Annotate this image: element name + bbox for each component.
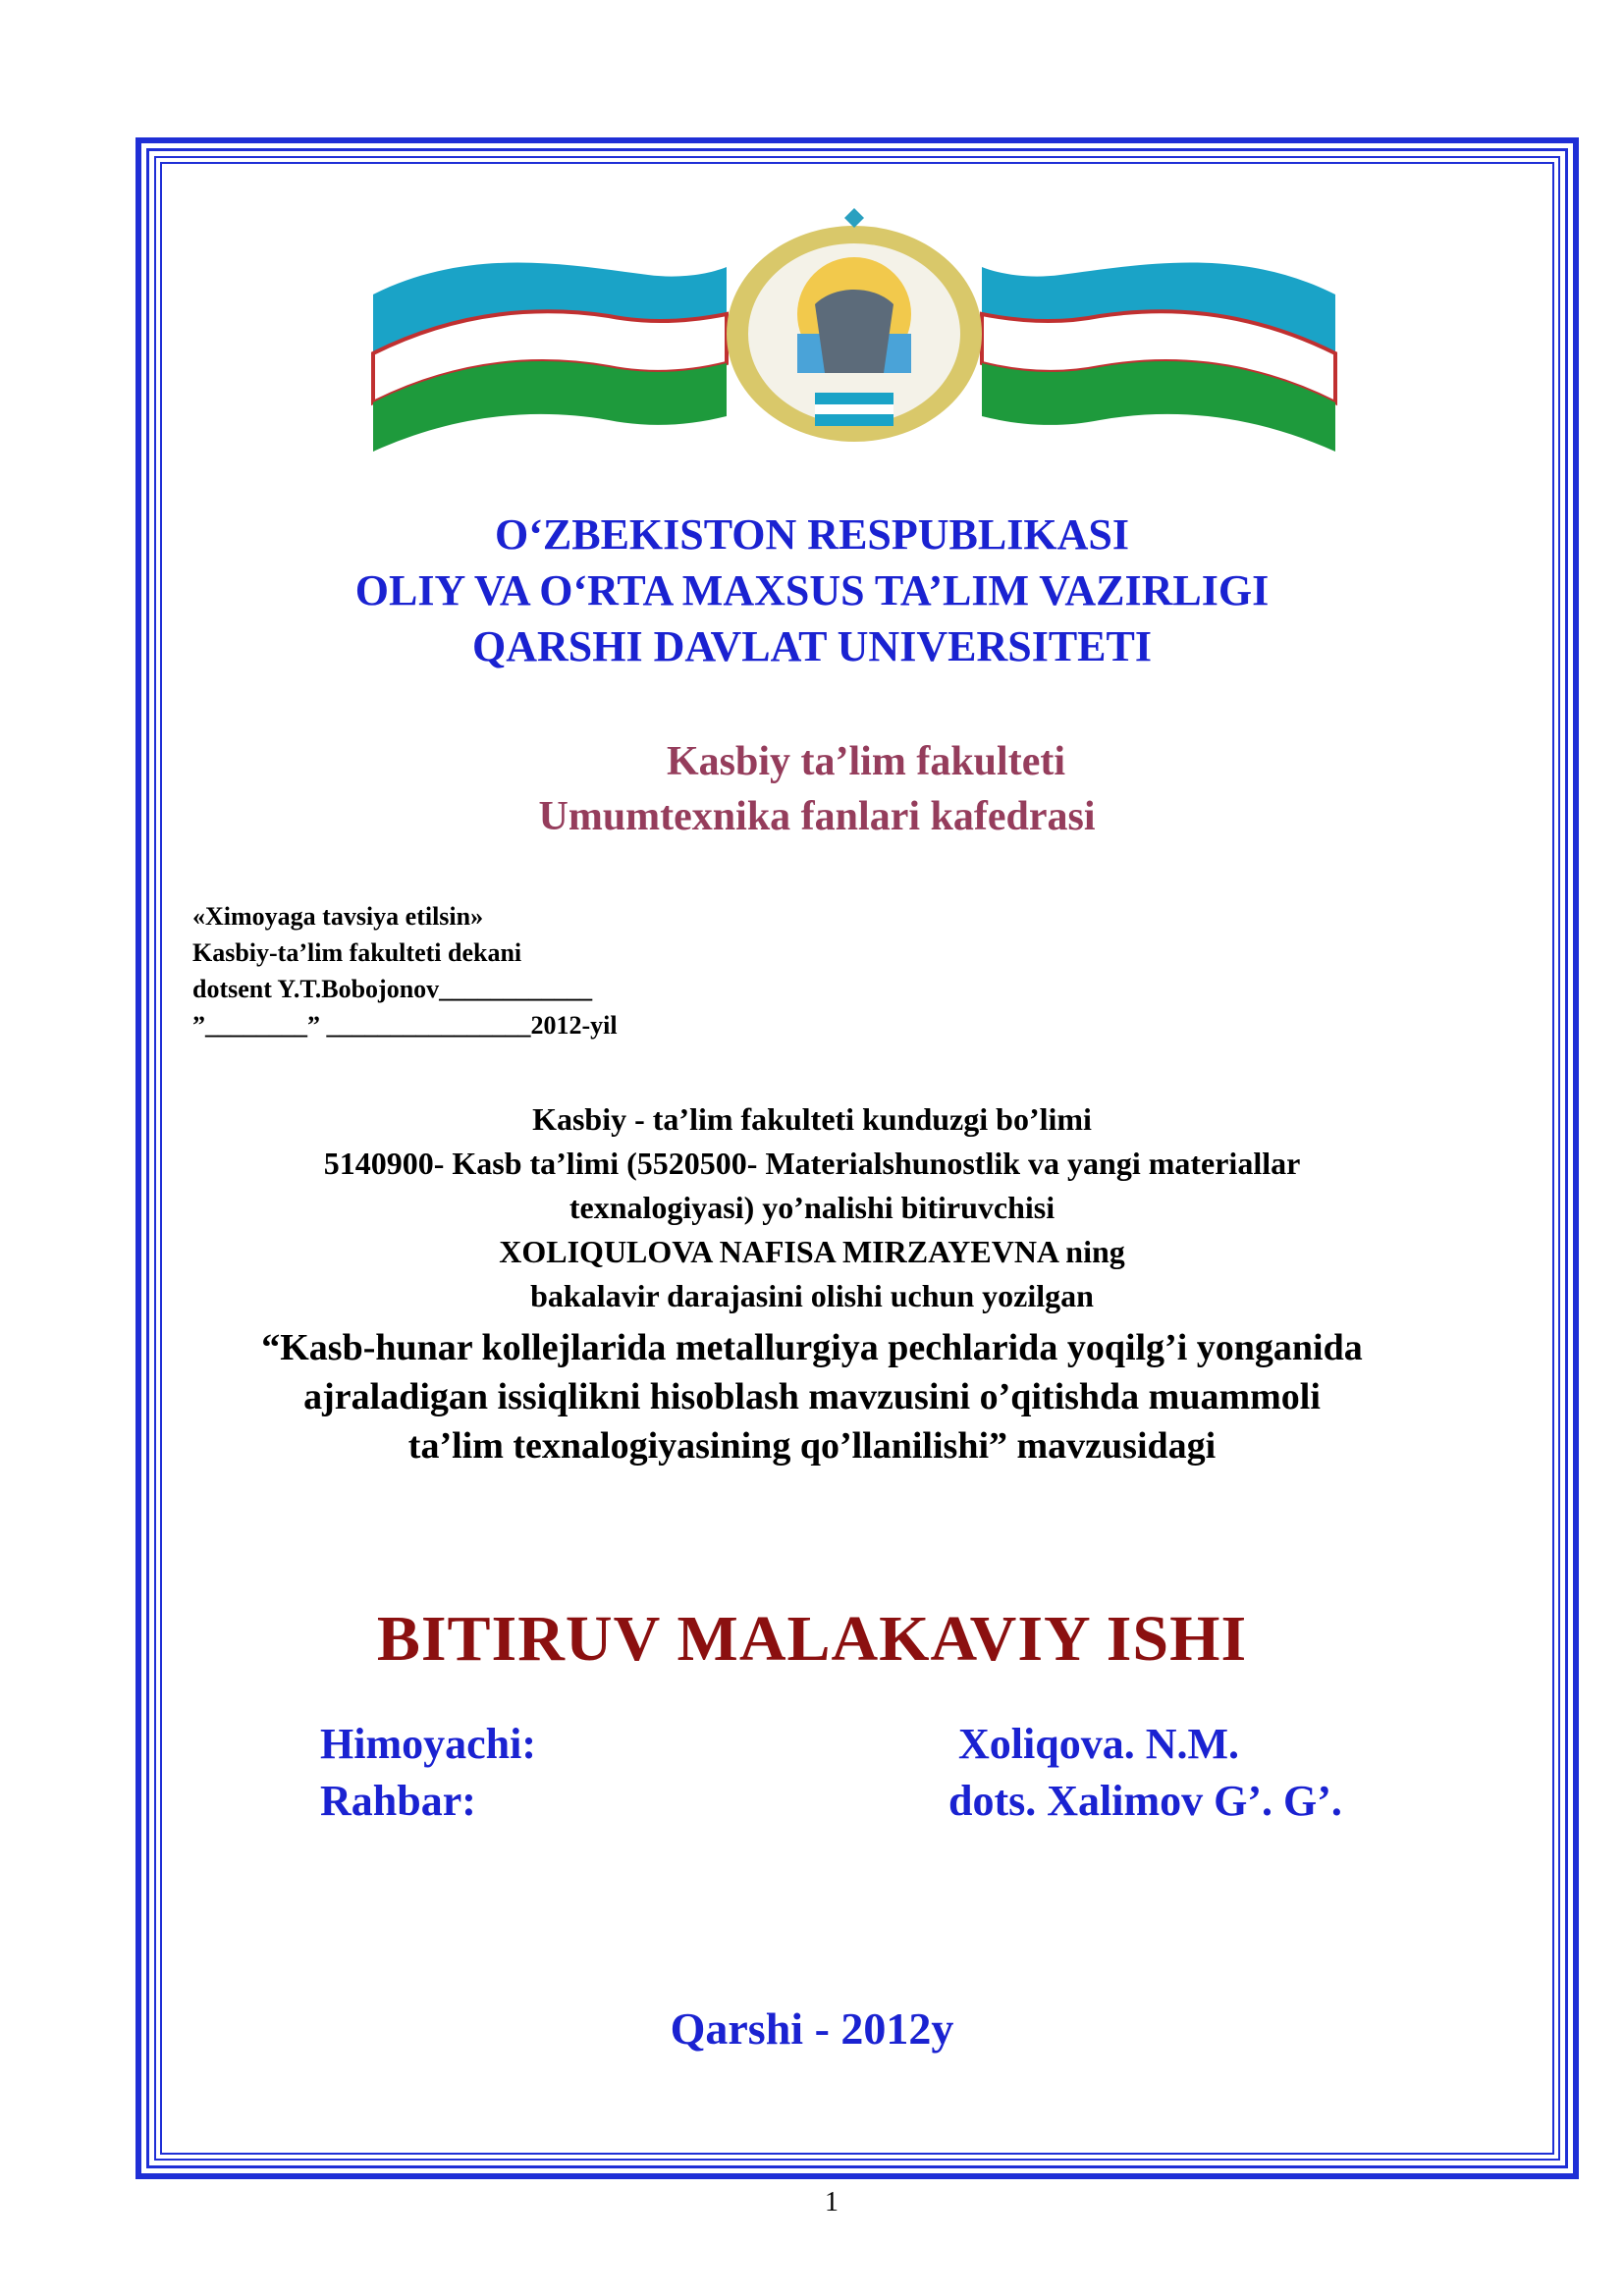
country-name: O‘ZBEKISTON RESPUBLIKASI xyxy=(495,510,1129,559)
approval-line: ”________” ________________2012-yil xyxy=(192,1011,618,1040)
supervisor-label: Rahbar: xyxy=(320,1777,476,1825)
faculty-name: Kasbiy ta’lim fakulteti xyxy=(667,739,1065,784)
state-emblem-flag-image xyxy=(353,206,1355,452)
info-line: bakalavir darajasini olishi uchun yozilgan xyxy=(530,1278,1094,1313)
defender-name: Xoliqova. N.M. xyxy=(958,1720,1239,1768)
student-name: XOLIQULOVA NAFISA MIRZAYEVNA ning xyxy=(499,1234,1125,1269)
ministry-name: OLIY VA O‘RTA MAXSUS TA’LIM VAZIRLIGI xyxy=(354,566,1270,614)
faculty-block xyxy=(0,734,1624,844)
student-info xyxy=(0,1097,1624,1318)
page-number: 1 xyxy=(825,2187,839,2217)
approval-line: Kasbiy-ta’lim fakulteti dekani xyxy=(192,938,522,967)
approval-block xyxy=(192,898,618,1043)
university-name: QARSHI DAVLAT UNIVERSITETI xyxy=(472,622,1152,670)
thesis-topic xyxy=(0,1323,1624,1470)
document-type-title: BITIRUV MALAKAVIY ISHI xyxy=(376,1603,1248,1675)
info-line: Kasbiy - ta’lim fakulteti kunduzgi bo’limi xyxy=(532,1101,1092,1137)
topic-line: “Kasb-hunar kollejlarida metallurgiya pechlarida yoqilg’i yonganida xyxy=(261,1327,1363,1368)
defender-label: Himoyachi: xyxy=(320,1720,536,1768)
supervisor-name: dots. Xalimov G’. G’. xyxy=(948,1777,1342,1825)
topic-line: ta’lim texnalogiyasining qo’llanilishi” mavzusidagi xyxy=(407,1425,1217,1467)
approval-line: dotsent Y.T.Bobojonov____________ xyxy=(192,975,593,1003)
info-line: texnalogiyasi) yo’nalishi bitiruvchisi xyxy=(568,1190,1056,1225)
topic-line: ajraladigan issiqlikni hisoblash mavzusini o’qitishda muammoli xyxy=(303,1376,1321,1417)
ministry-header xyxy=(0,507,1624,674)
approval-line: «Ximoyaga tavsiya etilsin» xyxy=(192,902,484,931)
department-name: Umumtexnika fanlari kafedrasi xyxy=(538,794,1096,839)
info-line: 5140900- Kasb ta’limi (5520500- Materialshunostlik va yangi materiallar xyxy=(323,1146,1301,1181)
city-year: Qarshi - 2012y xyxy=(670,2003,954,2054)
